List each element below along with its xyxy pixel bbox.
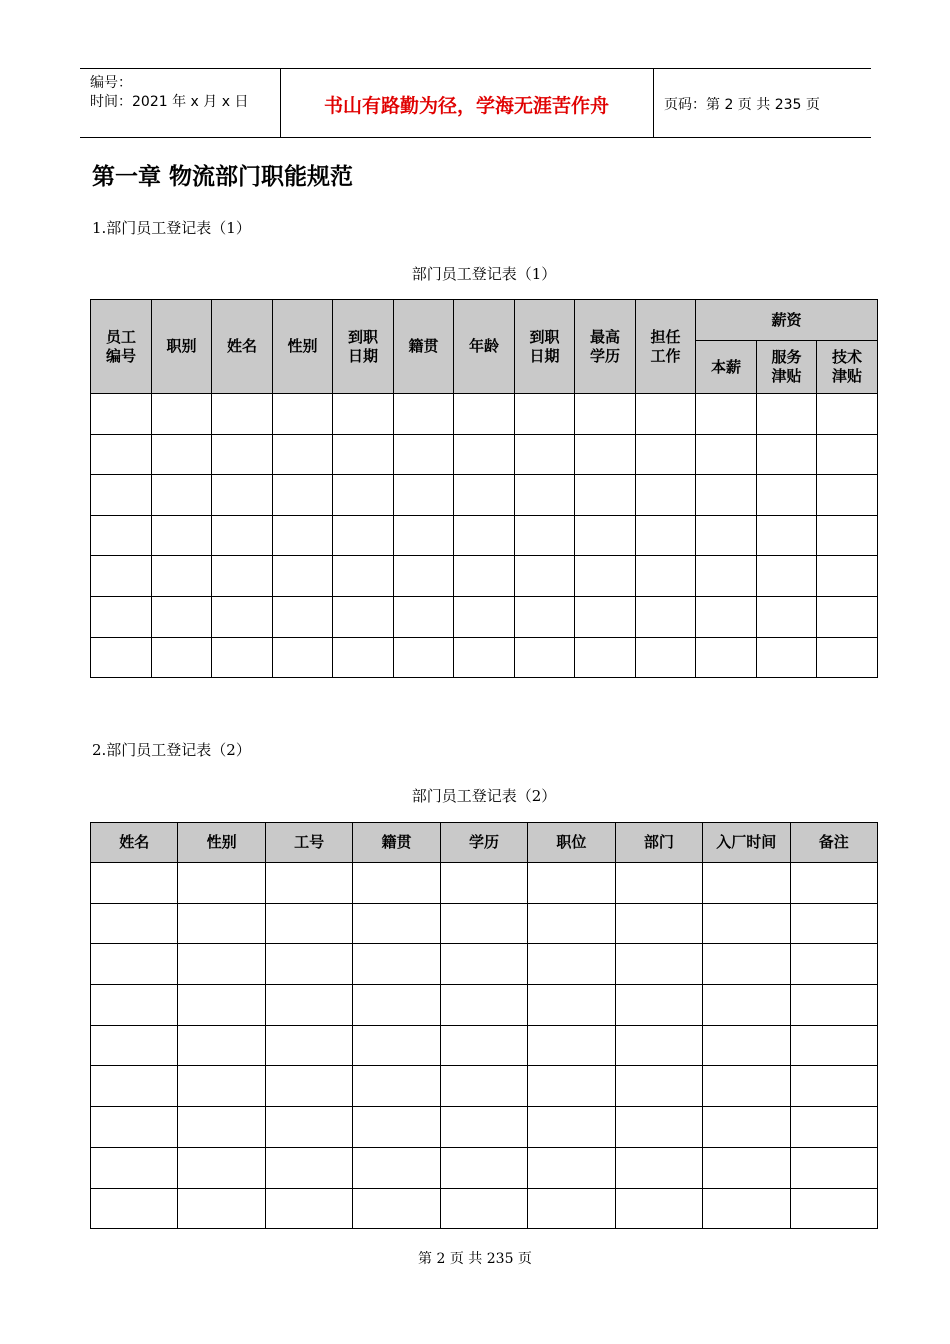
column-header: 本薪 <box>696 341 757 394</box>
table-cell <box>440 1107 527 1148</box>
table-caption-1: 部门员工登记表（1） <box>411 265 557 283</box>
table-cell <box>440 1025 527 1066</box>
table-cell <box>817 434 878 475</box>
table-cell <box>212 475 273 516</box>
table-cell <box>273 596 333 637</box>
table-cell <box>265 1107 352 1148</box>
table-cell <box>636 637 696 678</box>
table-cell <box>757 394 817 435</box>
table-cell <box>790 985 878 1026</box>
column-header: 性别 <box>273 300 333 394</box>
table-cell <box>703 903 790 944</box>
table-header-row <box>91 300 878 341</box>
table-row <box>91 1147 878 1188</box>
table-cell <box>703 1188 790 1229</box>
table-cell <box>333 556 394 597</box>
table-row <box>91 903 878 944</box>
table-cell <box>696 556 757 597</box>
table-cell <box>212 434 273 475</box>
table-cell <box>790 1025 878 1066</box>
table-cell <box>353 1025 440 1066</box>
table-cell <box>265 1147 352 1188</box>
table-cell <box>91 903 178 944</box>
table-cell <box>528 985 615 1026</box>
column-header: 籍贯 <box>394 300 454 394</box>
table-cell <box>273 515 333 556</box>
table-cell <box>394 475 454 516</box>
table-cell <box>333 475 394 516</box>
column-header: 职别 <box>152 300 212 394</box>
table-cell <box>265 903 352 944</box>
column-header: 技术 津贴 <box>817 341 878 394</box>
table-cell <box>696 394 757 435</box>
table-cell <box>394 556 454 597</box>
table-cell <box>91 1025 178 1066</box>
table-cell <box>790 1188 878 1229</box>
table-cell <box>615 944 702 985</box>
section-heading-2: 2.部门员工登记表（2） <box>92 741 251 759</box>
column-header: 性别 <box>178 823 265 863</box>
table-cell <box>178 944 265 985</box>
table-row <box>91 1025 878 1066</box>
column-header: 职位 <box>528 823 615 863</box>
table-cell <box>178 1147 265 1188</box>
table-cell <box>636 515 696 556</box>
table-cell <box>615 1107 702 1148</box>
table-cell <box>790 903 878 944</box>
table-cell <box>91 1107 178 1148</box>
table-row <box>91 596 878 637</box>
table-cell <box>178 1188 265 1229</box>
table-cell <box>515 596 575 637</box>
table-cell <box>91 863 178 904</box>
column-header: 担任 工作 <box>636 300 696 394</box>
employee-register-table-1 <box>90 299 878 678</box>
page-footer: 第 2 页 共 235 页 <box>418 1251 532 1267</box>
table-cell <box>817 515 878 556</box>
table-cell <box>528 863 615 904</box>
document-number: 编号： <box>90 75 132 91</box>
column-header: 姓名 <box>91 823 178 863</box>
table-cell <box>265 1066 352 1107</box>
table-cell <box>91 1066 178 1107</box>
table-cell <box>273 394 333 435</box>
table-cell <box>91 515 152 556</box>
table-cell <box>91 556 152 597</box>
table-cell <box>353 1188 440 1229</box>
table-cell <box>696 475 757 516</box>
table-cell <box>394 637 454 678</box>
page-header <box>80 68 871 138</box>
table-cell <box>703 1107 790 1148</box>
table-cell <box>265 863 352 904</box>
table-cell <box>528 944 615 985</box>
table-cell <box>757 515 817 556</box>
table-cell <box>353 1147 440 1188</box>
table-cell <box>528 903 615 944</box>
table-cell <box>454 434 515 475</box>
table-cell <box>790 944 878 985</box>
table-cell <box>440 903 527 944</box>
table-cell <box>152 637 212 678</box>
table-cell <box>528 1066 615 1107</box>
table-cell <box>515 637 575 678</box>
table-cell <box>394 434 454 475</box>
table-cell <box>515 434 575 475</box>
column-header: 入厂时间 <box>703 823 790 863</box>
table-cell <box>440 944 527 985</box>
table-cell <box>817 637 878 678</box>
table-cell <box>333 596 394 637</box>
table-cell <box>91 1147 178 1188</box>
table-cell <box>636 596 696 637</box>
table-cell <box>615 863 702 904</box>
table-cell <box>152 434 212 475</box>
table-cell <box>265 985 352 1026</box>
table-cell <box>696 434 757 475</box>
table-cell <box>212 596 273 637</box>
table-cell <box>273 637 333 678</box>
table-caption-2: 部门员工登记表（2） <box>411 787 557 805</box>
table-cell <box>703 944 790 985</box>
table-cell <box>333 515 394 556</box>
table-cell <box>178 1025 265 1066</box>
table-cell <box>440 863 527 904</box>
table-cell <box>515 475 575 516</box>
column-header: 部门 <box>615 823 702 863</box>
section-heading-1: 1.部门员工登记表（1） <box>92 219 251 237</box>
table-row <box>91 515 878 556</box>
table-cell <box>575 475 636 516</box>
table-cell <box>91 394 152 435</box>
table-cell <box>575 637 636 678</box>
header-meta <box>80 69 281 137</box>
table-cell <box>636 556 696 597</box>
table-cell <box>454 515 515 556</box>
table-cell <box>636 475 696 516</box>
table-cell <box>91 985 178 1026</box>
table-cell <box>636 434 696 475</box>
table-cell <box>703 985 790 1026</box>
table-row <box>91 637 878 678</box>
table-cell <box>91 596 152 637</box>
table-cell <box>454 556 515 597</box>
table-cell <box>353 903 440 944</box>
page-number: 页码：第 2 页 共 235 页 <box>664 97 820 113</box>
document-date: 时间：2021 年 x 月 x 日 <box>90 94 249 110</box>
table-cell <box>152 596 212 637</box>
column-header: 年龄 <box>454 300 515 394</box>
table-row <box>91 985 878 1026</box>
table-cell <box>515 556 575 597</box>
table-header-row <box>91 823 878 863</box>
table-cell <box>212 556 273 597</box>
table-cell <box>394 394 454 435</box>
table-cell <box>394 515 454 556</box>
table-cell <box>353 1107 440 1148</box>
table-cell <box>273 475 333 516</box>
table-cell <box>212 637 273 678</box>
header-page-cell <box>654 69 871 137</box>
table-cell <box>528 1025 615 1066</box>
table-cell <box>152 475 212 516</box>
table-cell <box>790 1066 878 1107</box>
table-cell <box>273 556 333 597</box>
column-header: 姓名 <box>212 300 273 394</box>
table-cell <box>454 394 515 435</box>
table-cell <box>817 394 878 435</box>
table-cell <box>703 863 790 904</box>
table-cell <box>178 985 265 1026</box>
table-row <box>91 1188 878 1229</box>
table-cell <box>440 985 527 1026</box>
table-cell <box>575 515 636 556</box>
column-header: 备注 <box>790 823 878 863</box>
slogan: 书山有路勤为径，学海无涯苦作舟 <box>323 95 609 117</box>
table-cell <box>353 985 440 1026</box>
table-row <box>91 475 878 516</box>
table-cell <box>353 1066 440 1107</box>
table-cell <box>703 1147 790 1188</box>
table-cell <box>353 863 440 904</box>
table-cell <box>265 1188 352 1229</box>
table-cell <box>575 394 636 435</box>
employee-register-table-2 <box>90 822 878 1229</box>
table-cell <box>91 1188 178 1229</box>
table-cell <box>91 637 152 678</box>
table-row <box>91 1066 878 1107</box>
table-cell <box>440 1066 527 1107</box>
table-cell <box>454 637 515 678</box>
table-cell <box>757 596 817 637</box>
table-cell <box>615 1147 702 1188</box>
table-cell <box>636 394 696 435</box>
column-header: 最高 学历 <box>575 300 636 394</box>
table-cell <box>91 434 152 475</box>
table-cell <box>178 863 265 904</box>
table-cell <box>333 637 394 678</box>
table-cell <box>696 596 757 637</box>
table-cell <box>696 515 757 556</box>
table-cell <box>790 1107 878 1148</box>
table-cell <box>817 596 878 637</box>
table-cell <box>353 944 440 985</box>
column-header: 员工 编号 <box>91 300 152 394</box>
column-header: 到职 日期 <box>515 300 575 394</box>
table-cell <box>91 475 152 516</box>
table-cell <box>454 596 515 637</box>
column-header: 到职 日期 <box>333 300 394 394</box>
table-cell <box>575 596 636 637</box>
table-cell <box>265 1025 352 1066</box>
table-cell <box>757 637 817 678</box>
table-cell <box>703 1025 790 1066</box>
table-cell <box>817 475 878 516</box>
table-cell <box>615 985 702 1026</box>
table-cell <box>528 1147 615 1188</box>
table-cell <box>333 394 394 435</box>
table-cell <box>528 1188 615 1229</box>
table-row <box>91 944 878 985</box>
table-cell <box>575 434 636 475</box>
header-slogan-cell <box>280 69 654 137</box>
table-cell <box>152 394 212 435</box>
table-cell <box>91 944 178 985</box>
chapter-title: 第一章 物流部门职能规范 <box>92 163 354 190</box>
column-header: 工号 <box>265 823 352 863</box>
table-cell <box>790 863 878 904</box>
table-cell <box>696 637 757 678</box>
table-cell <box>817 556 878 597</box>
table-cell <box>703 1066 790 1107</box>
table-row <box>91 394 878 435</box>
table-cell <box>265 944 352 985</box>
table-cell <box>394 596 454 637</box>
table-cell <box>178 903 265 944</box>
column-header: 学历 <box>440 823 527 863</box>
table-cell <box>790 1147 878 1188</box>
table-cell <box>440 1147 527 1188</box>
table-cell <box>454 475 515 516</box>
table-cell <box>515 515 575 556</box>
table-cell <box>757 475 817 516</box>
table-cell <box>212 515 273 556</box>
table-cell <box>152 556 212 597</box>
table-cell <box>757 434 817 475</box>
table-cell <box>615 1025 702 1066</box>
table-cell <box>333 434 394 475</box>
table-row <box>91 1107 878 1148</box>
table-cell <box>615 1188 702 1229</box>
table-cell <box>515 394 575 435</box>
table-row <box>91 434 878 475</box>
table-row <box>91 863 878 904</box>
table-cell <box>273 434 333 475</box>
table-cell <box>152 515 212 556</box>
column-header: 籍贯 <box>353 823 440 863</box>
table-cell <box>212 394 273 435</box>
table-cell <box>178 1107 265 1148</box>
table-cell <box>440 1188 527 1229</box>
table-cell <box>528 1107 615 1148</box>
table-cell <box>615 1066 702 1107</box>
table-cell <box>615 903 702 944</box>
column-group-header-salary: 薪资 <box>696 300 878 341</box>
table-cell <box>575 556 636 597</box>
table-cell <box>757 556 817 597</box>
table-cell <box>178 1066 265 1107</box>
table-row <box>91 556 878 597</box>
column-header: 服务 津贴 <box>757 341 817 394</box>
